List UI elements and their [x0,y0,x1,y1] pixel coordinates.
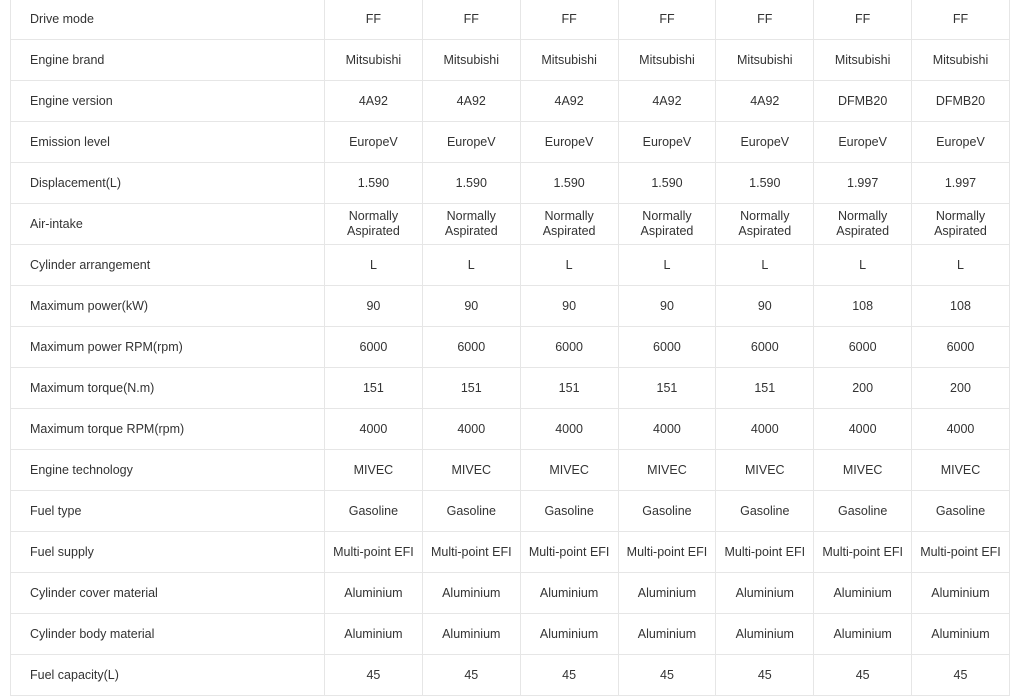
spec-value-cell: MIVEC [814,450,912,491]
spec-value-cell: Aluminium [618,614,716,655]
table-row [11,40,1010,81]
spec-table-body [11,0,1010,696]
row-label: Fuel type [11,491,325,532]
spec-value-cell: FF [422,0,520,40]
spec-value-cell: 6000 [325,327,423,368]
spec-value-cell: Normally Aspirated [325,204,423,245]
spec-value-cell: L [814,245,912,286]
spec-value-cell: FF [520,0,618,40]
row-label: Engine version [11,81,325,122]
row-label: Maximum torque RPM(rpm) [11,409,325,450]
spec-value-cell: MIVEC [325,450,423,491]
spec-value-cell: 151 [716,368,814,409]
table-row [11,0,1010,40]
spec-value-cell: 6000 [814,327,912,368]
spec-value-cell: Mitsubishi [520,40,618,81]
spec-value-cell: 151 [520,368,618,409]
row-label: Engine technology [11,450,325,491]
spec-value-cell: L [520,245,618,286]
spec-value-cell: L [716,245,814,286]
spec-value-cell: 4000 [912,409,1010,450]
spec-value-cell: 6000 [912,327,1010,368]
spec-value-cell: Aluminium [325,614,423,655]
spec-value-cell: 6000 [716,327,814,368]
spec-value-cell: Gasoline [716,491,814,532]
spec-value-cell: Aluminium [520,573,618,614]
spec-value-cell: 151 [422,368,520,409]
spec-value-cell: 45 [325,655,423,696]
spec-value-cell: Normally Aspirated [422,204,520,245]
spec-value-cell: 90 [422,286,520,327]
spec-value-cell: EuropeV [422,122,520,163]
spec-value-cell: DFMB20 [814,81,912,122]
spec-value-cell: 4000 [325,409,423,450]
spec-value-cell: Gasoline [520,491,618,532]
spec-value-cell: 6000 [422,327,520,368]
spec-value-cell: Multi-point EFI [325,532,423,573]
spec-value-cell: EuropeV [716,122,814,163]
row-label: Cylinder cover material [11,573,325,614]
spec-value-cell: 4000 [422,409,520,450]
spec-value-cell: 1.997 [912,163,1010,204]
spec-value-cell: L [912,245,1010,286]
spec-value-cell: 1.590 [422,163,520,204]
spec-value-cell: 90 [716,286,814,327]
spec-value-cell: 4000 [520,409,618,450]
row-label: Fuel capacity(L) [11,655,325,696]
table-row [11,573,1010,614]
row-label: Fuel supply [11,532,325,573]
spec-value-cell: Aluminium [814,573,912,614]
table-row [11,122,1010,163]
table-row [11,532,1010,573]
spec-value-cell: FF [814,0,912,40]
spec-value-cell: 4A92 [325,81,423,122]
spec-value-cell: 108 [814,286,912,327]
row-label: Maximum power RPM(rpm) [11,327,325,368]
table-row [11,245,1010,286]
row-label: Maximum power(kW) [11,286,325,327]
spec-value-cell: 1.590 [618,163,716,204]
spec-value-cell: FF [618,0,716,40]
spec-value-cell: Gasoline [814,491,912,532]
spec-value-cell: 90 [520,286,618,327]
spec-value-cell: 1.590 [520,163,618,204]
spec-value-cell: Gasoline [325,491,423,532]
spec-value-cell: Aluminium [716,614,814,655]
spec-value-cell: Aluminium [618,573,716,614]
row-label: Maximum torque(N.m) [11,368,325,409]
spec-value-cell: Aluminium [912,614,1010,655]
row-label: Cylinder arrangement [11,245,325,286]
spec-value-cell: MIVEC [422,450,520,491]
spec-value-cell: EuropeV [325,122,423,163]
spec-value-cell: FF [325,0,423,40]
table-row [11,491,1010,532]
spec-value-cell: FF [912,0,1010,40]
spec-value-cell: 45 [716,655,814,696]
spec-value-cell: 45 [618,655,716,696]
spec-value-cell: Mitsubishi [814,40,912,81]
spec-value-cell: 1.590 [716,163,814,204]
spec-value-cell: Normally Aspirated [520,204,618,245]
spec-value-cell: 90 [325,286,423,327]
spec-value-cell: Multi-point EFI [520,532,618,573]
table-row [11,614,1010,655]
spec-value-cell: Multi-point EFI [422,532,520,573]
spec-value-cell: 108 [912,286,1010,327]
spec-value-cell: FF [716,0,814,40]
spec-value-cell: 45 [912,655,1010,696]
spec-value-cell: Multi-point EFI [716,532,814,573]
spec-value-cell: 90 [618,286,716,327]
table-row [11,163,1010,204]
table-row [11,655,1010,696]
spec-value-cell: 4000 [716,409,814,450]
spec-value-cell: Mitsubishi [716,40,814,81]
spec-value-cell: 6000 [520,327,618,368]
table-row [11,286,1010,327]
spec-value-cell: EuropeV [618,122,716,163]
spec-value-cell: Multi-point EFI [912,532,1010,573]
spec-value-cell: 1.590 [325,163,423,204]
table-row [11,81,1010,122]
spec-value-cell: Gasoline [422,491,520,532]
spec-value-cell: MIVEC [618,450,716,491]
spec-value-cell: MIVEC [912,450,1010,491]
spec-value-cell: 4000 [618,409,716,450]
spec-value-cell: Mitsubishi [618,40,716,81]
spec-value-cell: 6000 [618,327,716,368]
spec-value-cell: 151 [618,368,716,409]
spec-value-cell: Mitsubishi [912,40,1010,81]
spec-value-cell: MIVEC [520,450,618,491]
row-label: Displacement(L) [11,163,325,204]
spec-value-cell: L [618,245,716,286]
spec-value-cell: Aluminium [912,573,1010,614]
spec-value-cell: 4A92 [422,81,520,122]
spec-value-cell: Mitsubishi [325,40,423,81]
spec-value-cell: 200 [814,368,912,409]
table-row [11,368,1010,409]
spec-value-cell: 4A92 [716,81,814,122]
row-label: Air-intake [11,204,325,245]
spec-value-cell: Aluminium [422,614,520,655]
spec-value-cell: Mitsubishi [422,40,520,81]
row-label: Drive mode [11,0,325,40]
table-row [11,450,1010,491]
row-label: Emission level [11,122,325,163]
spec-value-cell: L [422,245,520,286]
spec-value-cell: 151 [325,368,423,409]
spec-value-cell: DFMB20 [912,81,1010,122]
table-row [11,409,1010,450]
spec-table [10,0,1010,696]
spec-value-cell: Aluminium [520,614,618,655]
spec-value-cell: Multi-point EFI [618,532,716,573]
spec-value-cell: L [325,245,423,286]
spec-value-cell: 4A92 [618,81,716,122]
spec-value-cell: Gasoline [912,491,1010,532]
spec-value-cell: MIVEC [716,450,814,491]
spec-value-cell: EuropeV [520,122,618,163]
spec-value-cell: 4A92 [520,81,618,122]
spec-value-cell: Aluminium [422,573,520,614]
spec-value-cell: EuropeV [912,122,1010,163]
spec-value-cell: 45 [422,655,520,696]
spec-value-cell: Gasoline [618,491,716,532]
spec-value-cell: EuropeV [814,122,912,163]
spec-value-cell: Aluminium [716,573,814,614]
row-label: Cylinder body material [11,614,325,655]
spec-value-cell: Normally Aspirated [912,204,1010,245]
spec-value-cell: 1.997 [814,163,912,204]
row-label: Engine brand [11,40,325,81]
table-row [11,204,1010,245]
spec-value-cell: Aluminium [814,614,912,655]
spec-value-cell: 45 [814,655,912,696]
spec-value-cell: Normally Aspirated [618,204,716,245]
spec-value-cell: 4000 [814,409,912,450]
spec-value-cell: 45 [520,655,618,696]
spec-value-cell: Multi-point EFI [814,532,912,573]
table-row [11,327,1010,368]
spec-value-cell: 200 [912,368,1010,409]
spec-value-cell: Normally Aspirated [716,204,814,245]
spec-value-cell: Normally Aspirated [814,204,912,245]
spec-value-cell: Aluminium [325,573,423,614]
